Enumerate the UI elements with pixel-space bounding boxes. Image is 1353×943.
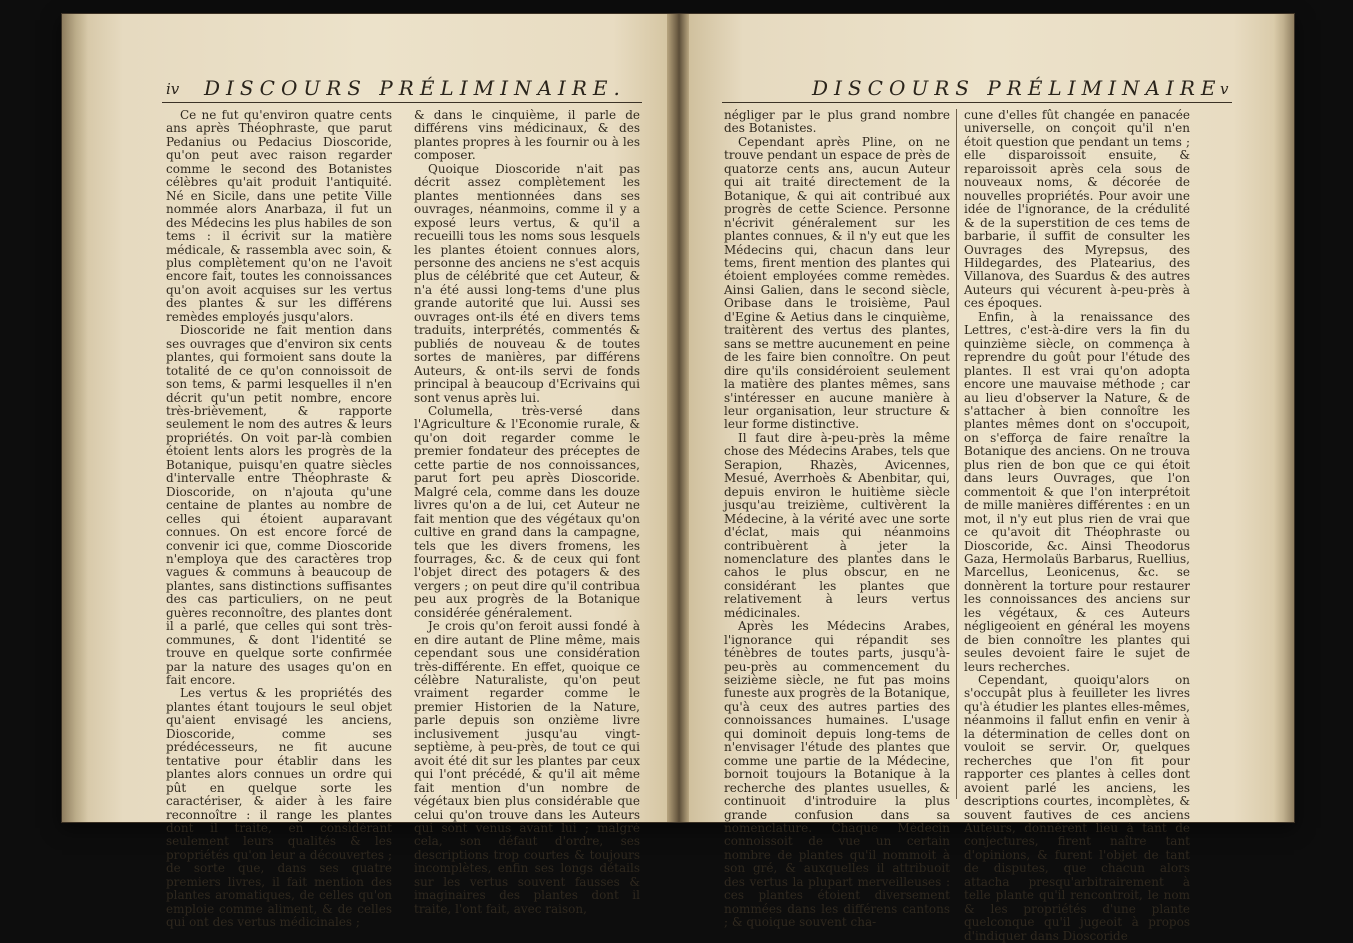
paragraph: Cependant après Pline, on ne trouve pendant un espace de près de quatorze cents ans, aucun Auteur qui ait traité directement de la Botanique, & qui ait contribué aux progrès de cette Science. Personne n'écrivit généralement sur les plantes connues, & il n'y eut que les Médecins qui, chacun dans leur tems, firent mention des plantes qui étoient employées comme remèdes. Ainsi Galien, dans le second siècle, Oribase dans le troisième, Paul d'Egine & Aetius dans le cinquième, traitèrent des vertus des plantes, sans se mettre aucunement en peine de les faire bien connoître. On peut dire qu'ils considéroient seulement la matière des plantes mêmes, sans s'intéresser en aucune manière à leur organisation, leur structure & leur forme distinctive. [724, 134, 950, 432]
paragraph: Dioscoride ne fait mention dans ses ouvrages que d'environ six cents plantes, qui formoient sans doute la totalité de ce qu'on connoissoit de son tems, & parmi lesquelles il n'en décrit qu'un petit nombre, encore très-brièvement, & rapporte seulement le nom des autres & leurs propriétés. On voit par-là combien étoient lents alors les progrès de la Botanique, puisqu'en quatre siècles d'intervalle entre Théophraste & Dioscoride, on n'ajouta qu'une centaine de plantes au nombre de celles qui étoient auparavant connues. On est encore forcé de convenir ici que, comme Dioscoride n'employa que des caractères trop vagues & communs à beaucoup de plantes, sans distinctions suffisantes des cas particuliers, on ne peut guères reconnoître, des plantes dont il a parlé, que celles qui sont très-communes, & dont l'identité se trouve en quelque sorte confirmée par la nature des usages qu'on en fait encore. [166, 323, 392, 688]
page-edge-shadow [1274, 14, 1294, 822]
open-book [62, 14, 1294, 943]
running-head: DISCOURS PRÉLIMINAIRE. [204, 76, 626, 100]
paragraph: cune d'elles fût changée en panacée universelle, on conçoit qu'il n'en étoit question que pendant un tems ; elle disparoissoit ensuite, & reparoissoit après cela sous de nouveaux noms, & décorée de nouvelles propriétés. Pour avoir une idée de l'ignorance, de la crédulité & de la superstition de ces tems de barbarie, il suffit de consulter les Ouvrages des Myrepsus, des Hildegardes, des Platearius, des Villanova, des Suardus & des autres Auteurs qui vécurent à-peu-près à ces époques. [964, 108, 1190, 311]
left-column-1 [166, 109, 392, 930]
paragraph: Je crois qu'on feroit aussi fondé à en dire autant de Pline même, mais cependant sous une considération très-différente. En effet, quoique ce célèbre Naturaliste, qu'on peut vraiment regarder comme le premier Historien de la Nature, parle depuis son onzième livre inclusivement jusqu'au vingt-septième, à peu-près, de tout ce qui avoit été dit sur les plantes par ceux qui l'ont précédé, & qu'il ait même fait mention d'un nombre de végétaux bien plus considérable que celui qu'on trouve dans les Auteurs qui sont venus avant lui ; malgré cela, son défaut d'ordre, ses descriptions trop courtes & toujours incomplètes, enfin ses longs détails sur les vertus souvent fausses & imaginaires des plantes dont il traite, l'ont fait, avec raison, [414, 619, 640, 916]
paragraph: Enfin, à la renaissance des Lettres, c'est-à-dire vers la fin du quinzième siècle, on commença à reprendre du goût pour l'étude des plantes. Il est vrai qu'on adopta encore une mauvaise méthode ; car au lieu d'observer la Nature, & de s'attacher à bien connoître les plantes mêmes dont on s'occupoit, on s'efforça de faire renaître la Botanique des anciens. On ne trouva plus rien de bon que ce qui étoit dans leurs Ouvrages, que l'on commentoit & que l'on interprétoit de mille manières différentes : en un mot, il n'y eut plus rien de vrai que ce qu'avoit dit Théophraste ou Dioscoride, &c. Ainsi Theodorus Gaza, Hermolaüs Barbarus, Ruellius, Marcellus, Leonicenus, &c. se donnèrent la torture pour restaurer les connoissances des anciens sur les végétaux, & ces Auteurs négligeoient en général les moyens de bien connoître les plantes qui seules devoient faire le sujet de leurs recherches. [964, 309, 1190, 674]
page-edge-shadow [62, 14, 88, 822]
paragraph: Quoique Dioscoride n'ait pas décrit assez complètement les plantes mentionnées dans ses ouvrages, néanmoins, comme il y a exposé leurs vertus, & qu'il a recueilli tous les noms sous lesquels les plantes étoient connues alors, personne des anciens ne s'est acquis plus de célébrité que cet Auteur, & n'a été aussi long-tems d'une plus grande autorité que lui. Aussi ses ouvrages ont-ils été en divers tems traduits, interprétés, commentés & publiés de nouveau & de toutes sortes de manières, par différens Auteurs, & ont-ils servi de fonds principal à beaucoup d'Ecrivains qui sont venus après lui. [414, 161, 640, 405]
header-rule [162, 102, 642, 103]
paragraph: Cependant, quoiqu'alors on s'occupât plus à feuilleter les livres qu'à étudier les plantes elles-mêmes, néanmoins il fallut enfin en venir à la détermination de celles dont on vouloit se servir. Or, quelques recherches que l'on fit pour rapporter ces plantes à celles dont avoient parlé les anciens, les descriptions courtes, incomplètes, & souvent fautives de ces anciens Auteurs, donnèrent lieu à tant de conjectures, firent naître tant d'opinions, & furent l'objet de tant de disputes, que chacun alors attacha presqu'arbitrairement à telle plante qu'il rencontroit, le nom & les propriétés d'une plante quelconque qu'il jugeoit à propos d'indiquer dans Dioscoride [964, 673, 1190, 943]
page-number: iv [166, 80, 180, 98]
paragraph: Après les Médecins Arabes, l'ignorance qui répandit ses ténèbres de toutes parts, jusqu'à-peu-près au commencement du seizième siècle, ne fut pas moins funeste aux progrès de la Botanique, qu'à ceux des autres parties des connoissances humaines. L'usage qui dominoit depuis long-tems de n'envisager l'étude des plantes que comme une partie de la Médecine, bornoit toujours la Botanique à la recherche des plantes usuelles, & continuoit d'introduire la plus grande confusion dans sa nomenclature. Chaque Médecin connoissoit de vue un certain nombre de plantes qu'il nommoit à son gré, & auxquelles il attribuoit des vertus la plupart merveilleuses : ces plantes étoient diversement nommées dans les différens cantons ; & quoique souvent cha- [724, 619, 950, 930]
right-page-header [682, 76, 1294, 102]
left-page [62, 14, 674, 930]
column-divider [956, 109, 957, 799]
paragraph: & dans le cinquième, il parle de différens vins médicinaux, & des plantes propres à les fournir ou à les composer. [414, 108, 640, 163]
left-page-header [62, 76, 674, 102]
right-column-1 [724, 109, 950, 930]
paragraph: négliger par le plus grand nombre des Botanistes. [724, 108, 950, 136]
header-rule [722, 102, 1232, 103]
right-page [682, 14, 1294, 943]
right-column-2 [964, 109, 1190, 943]
book-gutter [667, 14, 689, 822]
page-number: v [1220, 80, 1229, 98]
running-head: DISCOURS PRÉLIMINAIRE [812, 76, 1222, 100]
left-column-2 [414, 109, 640, 916]
paragraph: Il faut dire à-peu-près la même chose des Médecins Arabes, tels que Serapion, Rhazès, Avicennes, Mesué, Averrhoès & Abenbitar, qui, depuis environ le huitième siècle jusqu'au treizième, cultivèrent la Médecine, à la vérité avec une sorte d'éclat, mais qui néanmoins contribuèrent à jeter la nomenclature des plantes dans le cahos le plus obscur, en ne considérant les plantes que relativement à leurs vertus médicinales. [724, 430, 950, 620]
paragraph: Columella, très-versé dans l'Agriculture & l'Economie rurale, & qu'on doit regarder comme le premier fondateur des préceptes de cette partie de nos connoissances, parut fort peu après Dioscoride. Malgré cela, comme dans les douze livres qu'on a de lui, cet Auteur ne fait mention que des végétaux qu'on cultive en grand dans la campagne, tels que les divers fromens, les fourrages, &c. & de ceux qui font l'objet direct des potagers & des vergers ; on peut dire qu'il contribua peu aux progrès de la Botanique considérée généralement. [414, 403, 640, 620]
paragraph: Ce ne fut qu'environ quatre cents ans après Théophraste, que parut Pedanius ou Pedacius Dioscoride, qu'on peut avec raison regarder comme le second des Botanistes célèbres qu'ait produit l'antiquité. Né en Sicile, dans une petite Ville nommée alors Anarbaza, il fut un des Médecins les plus habiles de son tems : il écrivit sur la matière médicale, & rassembla avec soin, & plus complètement qu'on ne l'avoit encore fait, toutes les connoissances qu'on avoit acquises sur les vertus des plantes & sur les différens remèdes employés jusqu'alors. [166, 108, 392, 324]
paragraph: Les vertus & les propriétés des plantes étant toujours le seul objet qu'aient envisagé les anciens, Dioscoride, comme ses prédécesseurs, ne fit aucune tentative pour établir dans les plantes alors connues un ordre qui pût en quelque sorte les caractériser, & aider à les faire reconnoître : il range les plantes dont il traite, en considérant seulement leurs qualités & les propriétés qu'on leur a découvertes ; de sorte que, dans ses quatre premiers livres, il fait mention des plantes aromatiques, de celles qu'on emploie comme aliment, & de celles qui ont des vertus médicinales ; [166, 686, 392, 930]
